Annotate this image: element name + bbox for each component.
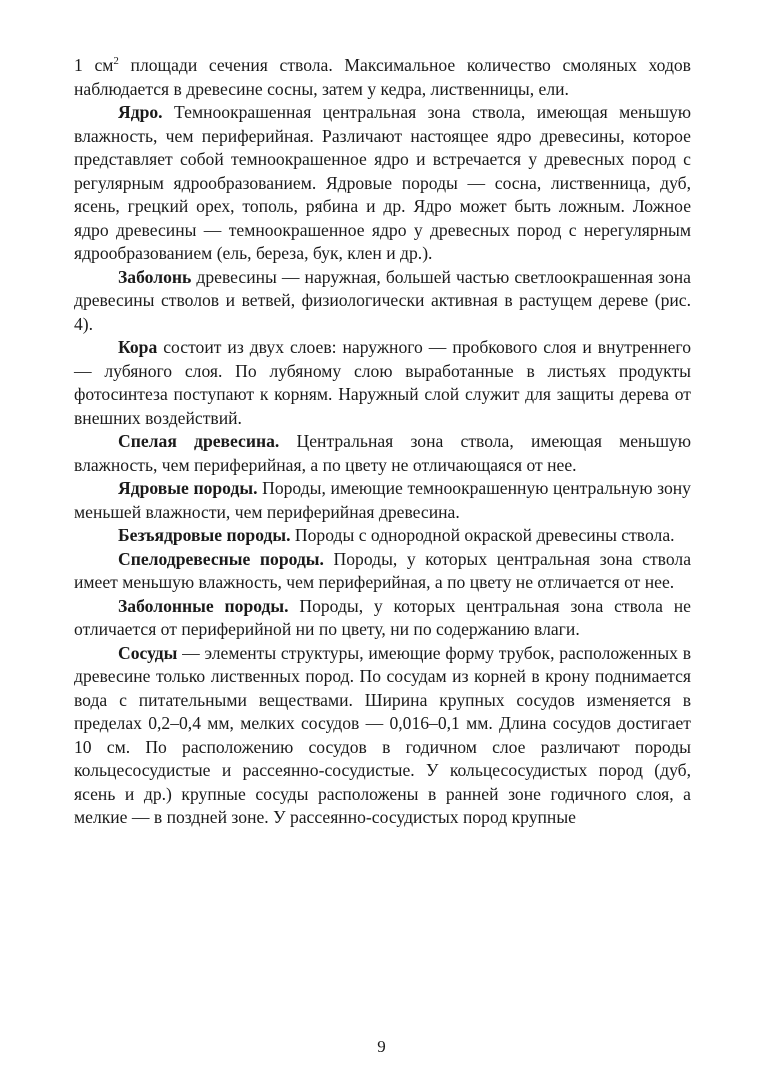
paragraph-sapwood (74, 266, 691, 337)
paragraph-continuation (74, 54, 691, 101)
page-body (74, 54, 691, 830)
term-core: Ядро. (118, 102, 163, 122)
paragraph-8-text: Породы, у которых центральная зона ствола не отличается от периферийной ни по цвету, ни по содержанию влаги. (74, 595, 691, 639)
paragraph-3-text: состоит из двух слоев: наружного — пробкового слоя и внутреннего — лубяного слоя. По лубяному слою выработанные в листьях продукты фотосинтеза поступают к корням. Наружный слой служит для защиты дерева от внешних воздействий. (74, 337, 691, 428)
term-non-heartwood-species: Безъядровые породы. (118, 525, 291, 545)
term-ripewood-species: Спелодревесные породы. (118, 548, 324, 569)
paragraph-non-heartwood-species (74, 524, 691, 548)
paragraph-ripewood-species (74, 548, 691, 595)
paragraph-core (74, 101, 691, 266)
paragraph-ripewood (74, 430, 691, 477)
paragraph-0-pre: 1 см (74, 55, 114, 75)
paragraph-vessels (74, 642, 691, 830)
paragraph-6-text: Породы с однородной окраской древесины ствола. (290, 525, 675, 545)
paragraph-4-text: Центральная зона ствола, имеющая меньшую влажность, чем периферийная, а по цвету не отличающаяся от нее. (74, 431, 691, 475)
paragraph-9-text: — элементы структуры, имеющие форму трубок, расположенных в древесине только лиственных пород. По сосудам из корней в крону поднимается вода с питательными веществами. Ширина крупных сосудов изменяется в пределах 0,2–0,4 мм, мелких сосудов — 0,016–0,1 мм. Длина сосудов достигает 10 см. По расположению сосудов в годичном слое различают породы кольцесосудистые и рассеянно-сосудистые. У кольцесосудистых пород (дуб, ясень и др.) крупные сосуды расположены в ранней зоне годичного слоя, а мелкие — в поздней зоне. У рассеянно-сосудистых пород крупные (74, 642, 691, 827)
paragraph-5-text: Породы, имеющие темноокрашенную центральную зону меньшей влажности, чем периферийная древесина. (74, 478, 691, 522)
term-heartwood-species: Ядровые породы. (118, 478, 258, 498)
paragraph-0-text: площади сечения ствола. Максимальное количество смоляных ходов наблюдается в древесине сосны, затем у кедра, лиственницы, ели. (74, 55, 691, 99)
term-ripewood: Спелая древесина. (118, 431, 280, 451)
paragraph-heartwood-species (74, 477, 691, 524)
term-sapwood-species: Заболонные породы. (118, 595, 289, 616)
superscript-2: 2 (113, 55, 119, 67)
paragraph-1-text: Темноокрашенная центральная зона ствола, имеющая меньшую влажность, чем периферийная. Различают настоящее ядро древесины, которое представляет собой темноокрашенное ядро и встречается у древесных пород с регулярным ядрообразованием. Ядровые породы — сосна, лиственница, дуб, ясень, грецкий орех, тополь, рябина и др. Ядро может быть ложным. Ложное ядро древесины — темноокрашенное ядро у древесных пород с нерегулярным ядрообразованием (ель, береза, бук, клен и др.). (74, 102, 691, 263)
term-sapwood: Заболонь (118, 266, 192, 287)
paragraph-sapwood-species (74, 595, 691, 642)
paragraph-bark (74, 336, 691, 430)
term-vessels: Сосуды (118, 642, 178, 663)
paragraph-2-text: древесины — наружная, большей частью светлоокрашенная зона древесины стволов и ветвей, физиологически активная в растущем дереве (рис. 4). (74, 266, 691, 334)
paragraph-7-text: Породы, у которых центральная зона ствола имеет меньшую влажность, чем периферийная, а по цвету не отличается от нее. (74, 548, 692, 592)
page-number: 9 (377, 1037, 386, 1056)
term-bark: Кора (118, 337, 158, 357)
